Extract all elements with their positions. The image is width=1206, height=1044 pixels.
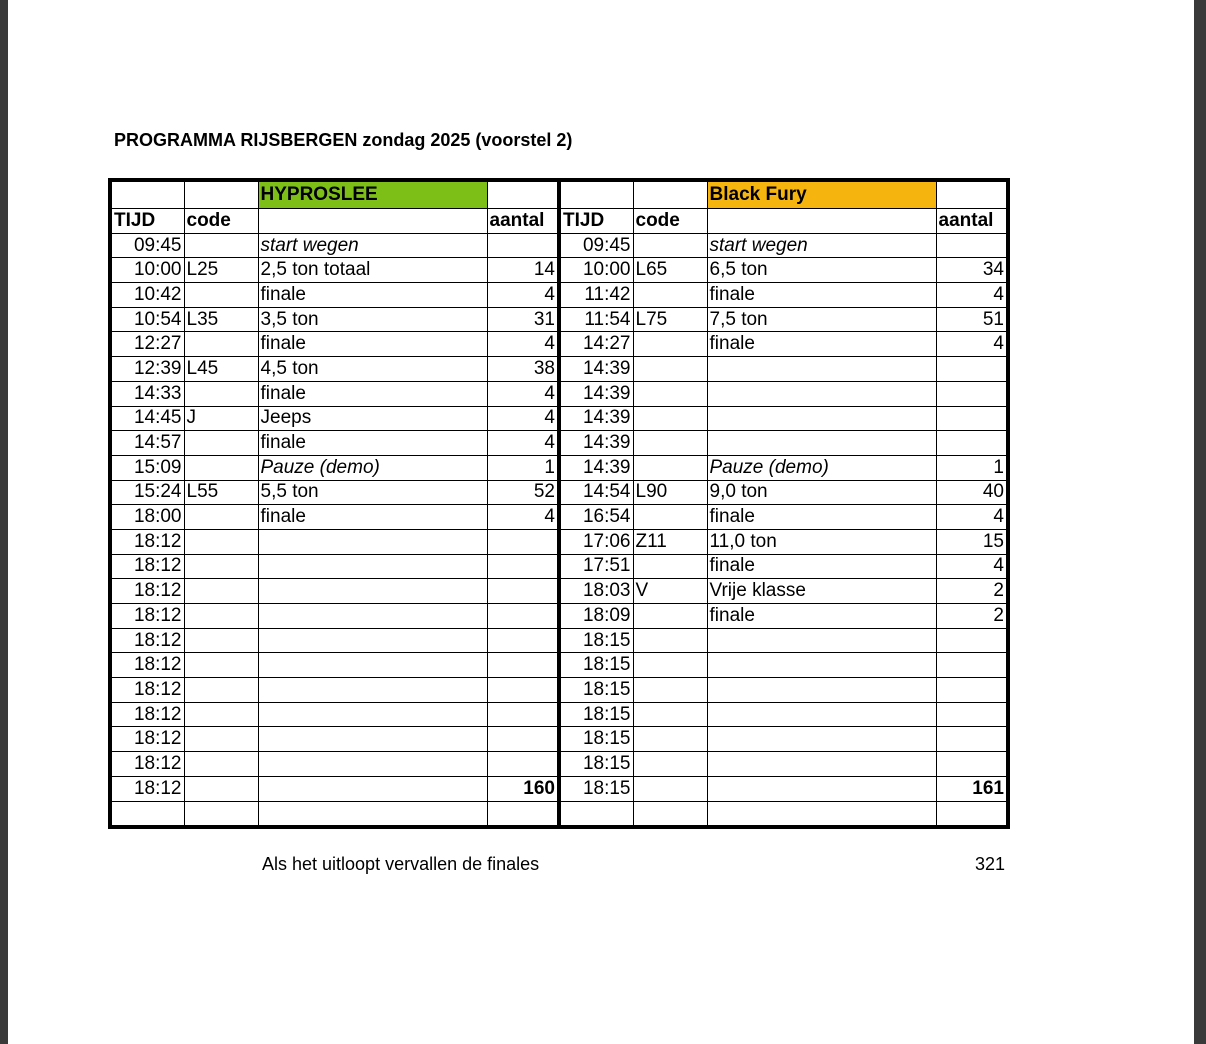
cell-time: 17:51 bbox=[559, 554, 633, 579]
cell-desc bbox=[258, 702, 487, 727]
cell-desc bbox=[258, 628, 487, 653]
cell-code bbox=[184, 505, 258, 530]
cell-desc: start wegen bbox=[258, 233, 487, 258]
cell-time: 18:12 bbox=[110, 554, 184, 579]
cell-count bbox=[487, 727, 559, 752]
cell-desc: finale bbox=[707, 332, 936, 357]
cell-code: L65 bbox=[633, 258, 707, 283]
cell-desc: finale bbox=[707, 505, 936, 530]
cell-count: 4 bbox=[487, 431, 559, 456]
cell-time: 12:39 bbox=[110, 357, 184, 382]
cell-time: 14:39 bbox=[559, 455, 633, 480]
table-row bbox=[110, 381, 1008, 406]
cell-time: 14:27 bbox=[559, 332, 633, 357]
cell-count bbox=[487, 678, 559, 703]
cell-code bbox=[184, 283, 258, 308]
cell-time: 14:57 bbox=[110, 431, 184, 456]
cell-code bbox=[184, 455, 258, 480]
cell-time: 18:12 bbox=[110, 702, 184, 727]
table-row bbox=[110, 480, 1008, 505]
cell-desc bbox=[707, 381, 936, 406]
cell-code bbox=[184, 554, 258, 579]
cell-code bbox=[633, 628, 707, 653]
cell-count bbox=[487, 702, 559, 727]
cell-code bbox=[184, 233, 258, 258]
table-row bbox=[110, 529, 1008, 554]
cell-count: 4 bbox=[936, 554, 1008, 579]
cell-code: V bbox=[633, 579, 707, 604]
table-row bbox=[110, 579, 1008, 604]
cell-time: 14:54 bbox=[559, 480, 633, 505]
cell-desc bbox=[707, 776, 936, 801]
cell-time: 09:45 bbox=[110, 233, 184, 258]
cell-desc: finale bbox=[707, 554, 936, 579]
cell-code bbox=[633, 283, 707, 308]
cell-time bbox=[559, 801, 633, 827]
table-row bbox=[110, 307, 1008, 332]
col-header-desc bbox=[258, 209, 487, 234]
cell-time: 18:15 bbox=[559, 678, 633, 703]
cell-desc: start wegen bbox=[707, 233, 936, 258]
cell-count: 40 bbox=[936, 480, 1008, 505]
page-title: PROGRAMMA RIJSBERGEN zondag 2025 (voorstel 2) bbox=[114, 130, 573, 150]
cell-time: 18:12 bbox=[110, 752, 184, 777]
cell-time: 18:12 bbox=[110, 653, 184, 678]
schedule-table bbox=[108, 178, 1010, 829]
cell-code bbox=[184, 702, 258, 727]
cell-code bbox=[633, 776, 707, 801]
table-row bbox=[110, 678, 1008, 703]
cell-count bbox=[936, 431, 1008, 456]
cell-desc bbox=[707, 357, 936, 382]
cell-time: 18:15 bbox=[559, 752, 633, 777]
cell-time: 18:09 bbox=[559, 604, 633, 629]
cell-code bbox=[633, 678, 707, 703]
cell-desc: Jeeps bbox=[258, 406, 487, 431]
cell-time bbox=[110, 801, 184, 827]
cell-time: 18:15 bbox=[559, 653, 633, 678]
cell-time: 10:00 bbox=[559, 258, 633, 283]
table-row bbox=[110, 752, 1008, 777]
cell-desc: 6,5 ton bbox=[707, 258, 936, 283]
cell-count bbox=[487, 604, 559, 629]
cell-code bbox=[633, 233, 707, 258]
cell-code bbox=[633, 455, 707, 480]
cell-count: 51 bbox=[936, 307, 1008, 332]
cell-desc bbox=[258, 801, 487, 827]
team-name-black-fury: Black Fury bbox=[707, 180, 936, 209]
cell-count: 52 bbox=[487, 480, 559, 505]
cell-desc: Pauze (demo) bbox=[258, 455, 487, 480]
cell-count bbox=[487, 628, 559, 653]
column-header-row bbox=[110, 209, 1008, 234]
document-page bbox=[8, 0, 1194, 1044]
table-row bbox=[110, 776, 1008, 801]
cell-desc: 5,5 ton bbox=[258, 480, 487, 505]
cell-count: 4 bbox=[487, 332, 559, 357]
cell-desc bbox=[258, 579, 487, 604]
cell-count bbox=[936, 357, 1008, 382]
cell-time: 10:42 bbox=[110, 283, 184, 308]
cell-count bbox=[936, 702, 1008, 727]
cell-count bbox=[487, 801, 559, 827]
cell-desc: finale bbox=[707, 604, 936, 629]
team-name-hyproslee: HYPROSLEE bbox=[258, 180, 487, 209]
cell-time: 18:15 bbox=[559, 727, 633, 752]
cell-count: 4 bbox=[936, 283, 1008, 308]
cell-code bbox=[633, 752, 707, 777]
cell-time: 14:39 bbox=[559, 431, 633, 456]
cell-desc: finale bbox=[258, 332, 487, 357]
cell-code bbox=[633, 332, 707, 357]
cell-desc bbox=[258, 529, 487, 554]
cell-time: 17:06 bbox=[559, 529, 633, 554]
cell-count: 1 bbox=[936, 455, 1008, 480]
cell-code: L25 bbox=[184, 258, 258, 283]
cell-code bbox=[633, 604, 707, 629]
cell-code bbox=[184, 727, 258, 752]
cell-desc bbox=[258, 678, 487, 703]
cell-desc bbox=[258, 554, 487, 579]
cell-count bbox=[487, 579, 559, 604]
cell-count bbox=[936, 752, 1008, 777]
cell-code bbox=[633, 653, 707, 678]
table-row bbox=[110, 258, 1008, 283]
cell-count: 4 bbox=[936, 332, 1008, 357]
cell-count: 161 bbox=[936, 776, 1008, 801]
cell-time: 14:39 bbox=[559, 406, 633, 431]
cell-desc: finale bbox=[258, 283, 487, 308]
cell-code bbox=[633, 554, 707, 579]
cell-count bbox=[487, 653, 559, 678]
cell-time: 18:12 bbox=[110, 628, 184, 653]
cell-count bbox=[936, 727, 1008, 752]
cell-desc bbox=[258, 727, 487, 752]
grand-total: 321 bbox=[974, 854, 1005, 874]
table-row bbox=[110, 801, 1008, 827]
cell-desc: finale bbox=[258, 505, 487, 530]
cell-time: 18:15 bbox=[559, 702, 633, 727]
cell-desc: 2,5 ton totaal bbox=[258, 258, 487, 283]
table-row bbox=[110, 332, 1008, 357]
table-row bbox=[110, 233, 1008, 258]
cell-count bbox=[936, 653, 1008, 678]
cell-code bbox=[633, 381, 707, 406]
cell-code bbox=[184, 752, 258, 777]
cell-time: 16:54 bbox=[559, 505, 633, 530]
col-header-count: aantal bbox=[936, 209, 1008, 234]
cell-code bbox=[184, 579, 258, 604]
cell-code bbox=[184, 529, 258, 554]
cell-count: 15 bbox=[936, 529, 1008, 554]
footer-note: Als het uitloopt vervallen de finales bbox=[262, 854, 540, 874]
cell-code bbox=[633, 357, 707, 382]
cell-code bbox=[633, 801, 707, 827]
cell-time: 10:54 bbox=[110, 307, 184, 332]
cell-time: 18:12 bbox=[110, 529, 184, 554]
cell-code: L45 bbox=[184, 357, 258, 382]
cell-count: 4 bbox=[936, 505, 1008, 530]
table-row bbox=[110, 628, 1008, 653]
cell-code: L35 bbox=[184, 307, 258, 332]
cell-code bbox=[184, 801, 258, 827]
cell-desc bbox=[258, 653, 487, 678]
cell-time: 18:12 bbox=[110, 579, 184, 604]
cell-count bbox=[487, 233, 559, 258]
cell-desc: 11,0 ton bbox=[707, 529, 936, 554]
cell-desc: finale bbox=[258, 431, 487, 456]
table-row bbox=[110, 431, 1008, 456]
cell-code: Z11 bbox=[633, 529, 707, 554]
cell-count: 14 bbox=[487, 258, 559, 283]
cell-code bbox=[184, 628, 258, 653]
cell-code bbox=[633, 727, 707, 752]
cell-desc bbox=[707, 406, 936, 431]
team-header-row bbox=[110, 180, 1008, 209]
cell-count: 4 bbox=[487, 381, 559, 406]
cell-desc bbox=[707, 752, 936, 777]
cell-desc bbox=[707, 702, 936, 727]
cell-count bbox=[936, 801, 1008, 827]
cell-time: 11:42 bbox=[559, 283, 633, 308]
table-row bbox=[110, 727, 1008, 752]
cell-time: 14:39 bbox=[559, 357, 633, 382]
cell-count: 2 bbox=[936, 604, 1008, 629]
col-header-count: aantal bbox=[487, 209, 559, 234]
table-row bbox=[110, 406, 1008, 431]
cell-time: 15:09 bbox=[110, 455, 184, 480]
cell-desc: finale bbox=[707, 283, 936, 308]
cell-desc: 4,5 ton bbox=[258, 357, 487, 382]
table-row bbox=[110, 357, 1008, 382]
cell-code bbox=[633, 406, 707, 431]
col-header-time: TIJD bbox=[559, 209, 633, 234]
col-header-desc bbox=[707, 209, 936, 234]
cell-count bbox=[936, 678, 1008, 703]
cell-count bbox=[936, 406, 1008, 431]
table-row bbox=[110, 702, 1008, 727]
cell-time: 09:45 bbox=[559, 233, 633, 258]
cell-count: 4 bbox=[487, 283, 559, 308]
cell-count: 4 bbox=[487, 505, 559, 530]
table-row bbox=[110, 554, 1008, 579]
cell-time: 11:54 bbox=[559, 307, 633, 332]
cell-time: 12:27 bbox=[110, 332, 184, 357]
cell-time: 18:15 bbox=[559, 628, 633, 653]
cell-time: 18:12 bbox=[110, 678, 184, 703]
table-row bbox=[110, 505, 1008, 530]
cell-time: 18:03 bbox=[559, 579, 633, 604]
cell-desc bbox=[707, 678, 936, 703]
cell-desc bbox=[258, 776, 487, 801]
cell-code bbox=[633, 505, 707, 530]
cell-desc bbox=[258, 752, 487, 777]
col-header-time: TIJD bbox=[110, 209, 184, 234]
cell-desc bbox=[707, 727, 936, 752]
cell-desc bbox=[707, 801, 936, 827]
table-row bbox=[110, 283, 1008, 308]
cell-time: 18:12 bbox=[110, 727, 184, 752]
cell-count: 34 bbox=[936, 258, 1008, 283]
cell-count: 38 bbox=[487, 357, 559, 382]
cell-time: 18:12 bbox=[110, 604, 184, 629]
cell-count bbox=[487, 752, 559, 777]
cell-count bbox=[487, 529, 559, 554]
cell-code bbox=[184, 776, 258, 801]
cell-code bbox=[184, 332, 258, 357]
cell-count bbox=[936, 381, 1008, 406]
cell-count bbox=[487, 554, 559, 579]
cell-desc: 9,0 ton bbox=[707, 480, 936, 505]
table-row bbox=[110, 653, 1008, 678]
cell-count: 2 bbox=[936, 579, 1008, 604]
cell-count: 1 bbox=[487, 455, 559, 480]
cell-desc bbox=[707, 653, 936, 678]
cell-count: 160 bbox=[487, 776, 559, 801]
cell-count: 4 bbox=[487, 406, 559, 431]
cell-code bbox=[633, 702, 707, 727]
cell-time: 18:12 bbox=[110, 776, 184, 801]
cell-desc bbox=[707, 431, 936, 456]
cell-time: 14:39 bbox=[559, 381, 633, 406]
cell-time: 18:00 bbox=[110, 505, 184, 530]
cell-time: 10:00 bbox=[110, 258, 184, 283]
cell-code bbox=[184, 653, 258, 678]
col-header-code: code bbox=[184, 209, 258, 234]
table-row bbox=[110, 455, 1008, 480]
col-header-code: code bbox=[633, 209, 707, 234]
cell-desc: Pauze (demo) bbox=[707, 455, 936, 480]
cell-code bbox=[184, 381, 258, 406]
cell-code: L90 bbox=[633, 480, 707, 505]
cell-code: L55 bbox=[184, 480, 258, 505]
cell-code bbox=[184, 678, 258, 703]
cell-count bbox=[936, 628, 1008, 653]
cell-time: 14:45 bbox=[110, 406, 184, 431]
cell-code bbox=[184, 431, 258, 456]
cell-count bbox=[936, 233, 1008, 258]
cell-desc: 7,5 ton bbox=[707, 307, 936, 332]
cell-desc: Vrije klasse bbox=[707, 579, 936, 604]
cell-desc: finale bbox=[258, 381, 487, 406]
cell-time: 14:33 bbox=[110, 381, 184, 406]
cell-code: L75 bbox=[633, 307, 707, 332]
cell-desc: 3,5 ton bbox=[258, 307, 487, 332]
cell-code bbox=[633, 431, 707, 456]
cell-time: 15:24 bbox=[110, 480, 184, 505]
cell-code: J bbox=[184, 406, 258, 431]
cell-code bbox=[184, 604, 258, 629]
table-row bbox=[110, 604, 1008, 629]
cell-desc bbox=[707, 628, 936, 653]
cell-count: 31 bbox=[487, 307, 559, 332]
cell-time: 18:15 bbox=[559, 776, 633, 801]
cell-desc bbox=[258, 604, 487, 629]
